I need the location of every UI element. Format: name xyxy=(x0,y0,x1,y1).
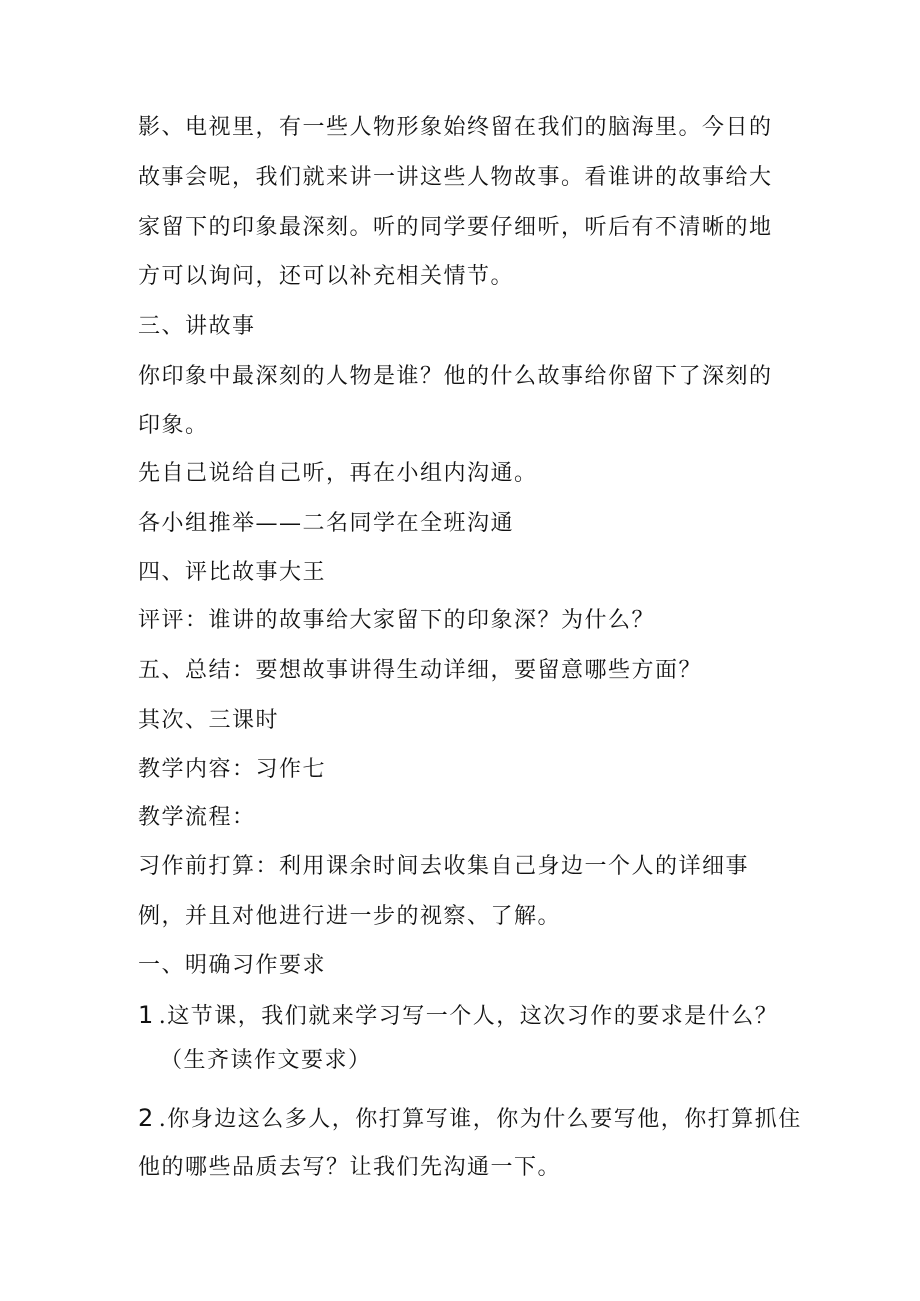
text-line: 各小组推举——二名同学在全班沟通 xyxy=(138,511,515,536)
item-text: .你身边这么多人，你打算写谁，你为什么要写他，你打算抓住 xyxy=(158,1107,802,1132)
item-number: 1 xyxy=(138,1001,155,1029)
text-line: 故事会呢，我们就来讲一讲这些人物故事。看谁讲的故事给大 xyxy=(138,165,773,190)
text-line: 影、电视里，有一些人物形象始终留在我们的脑海里。今日的 xyxy=(138,115,773,140)
text-line: 其次、三课时 xyxy=(138,708,280,733)
numbered-item xyxy=(138,1000,778,1032)
section-heading: 一、明确习作要求 xyxy=(138,953,327,978)
text-line: 例，并且对他进行进一步的视察、了解。 xyxy=(138,904,562,929)
item-text: .这节课，我们就来学习写一个人，这次习作的要求是什么？ xyxy=(158,1004,779,1029)
text-line: 家留下的印象最深刻。听的同学要仔细听，听后有不清晰的地 xyxy=(138,215,773,240)
text-line: 方可以询问，还可以补充相关情节。 xyxy=(138,264,515,289)
section-heading: 五、总结：要想故事讲得生动详细，要留意哪些方面？ xyxy=(138,658,703,683)
numbered-item xyxy=(138,1103,802,1135)
section-heading: 四、评比故事大王 xyxy=(138,560,327,585)
text-line: 教学流程： xyxy=(138,805,256,830)
text-line: 评评：谁讲的故事给大家留下的印象深？为什么？ xyxy=(138,608,656,633)
text-line: 他的哪些品质去写？让我们先沟通一下。 xyxy=(138,1155,562,1180)
text-line: 你印象中最深刻的人物是谁？他的什么故事给你留下了深刻的 xyxy=(138,364,773,389)
text-line: （生齐读作文要求） xyxy=(160,1048,372,1073)
item-number: 2 xyxy=(138,1104,155,1132)
text-line: 教学内容：习作七 xyxy=(138,757,327,782)
text-line: 印象。 xyxy=(138,413,209,438)
text-line: 习作前打算：利用课余时间去收集自己身边一个人的详细事 xyxy=(138,854,750,879)
section-heading: 三、讲故事 xyxy=(138,314,256,339)
text-line: 先自己说给自己听，再在小组内沟通。 xyxy=(138,461,538,486)
